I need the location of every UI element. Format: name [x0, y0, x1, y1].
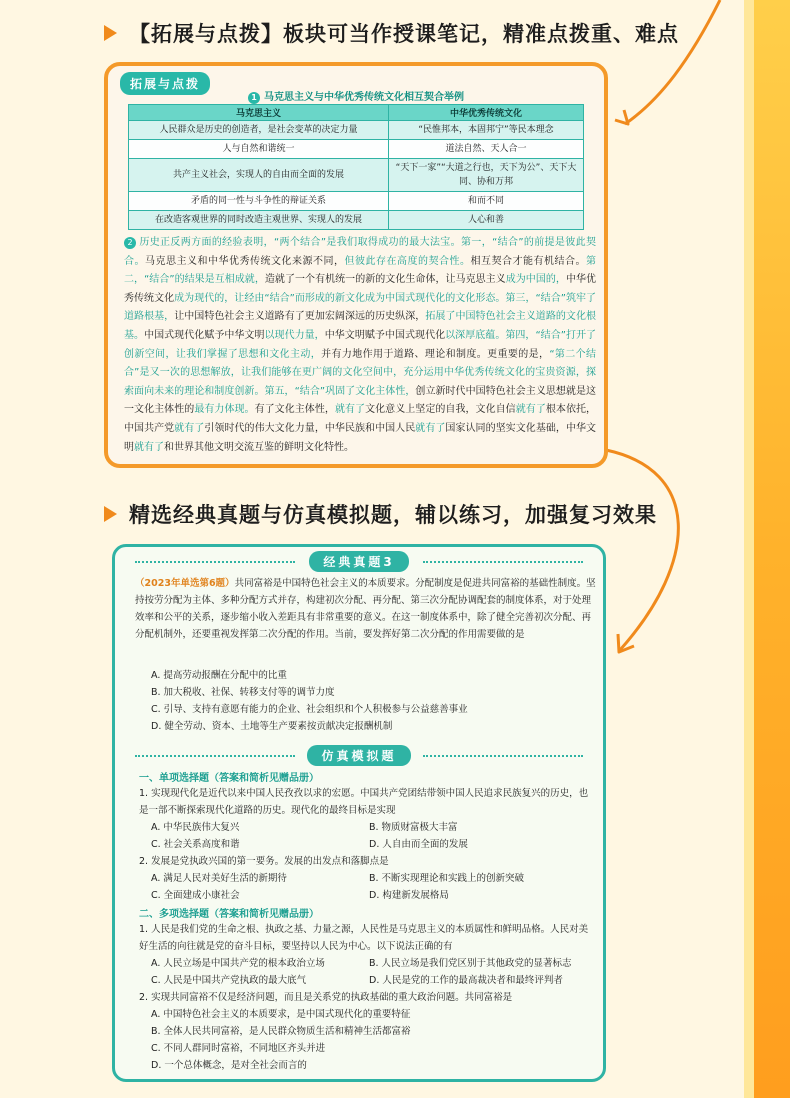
section-single-choice: 一、单项选择题（答案和简析见赠品册）: [139, 773, 319, 784]
table-header-row: [129, 105, 584, 121]
exam-panel: [112, 544, 606, 1082]
body-text: 并有力地作用于道路、理论和制度。更重要的是，: [321, 348, 550, 360]
option-a: A. 人民立场是中国共产党的根本政治立场: [151, 958, 325, 969]
option-b: B. 人民立场是我们党区别于其他政党的显著标志: [369, 958, 572, 969]
option-d: D. 健全劳动、资本、土地等生产要素按贡献决定报酬机制: [151, 721, 393, 732]
option-d: D. 构建新发展格局: [369, 890, 449, 901]
highlight-text: 就有了: [415, 422, 446, 434]
highlight-text: 最有力体现。: [194, 404, 255, 416]
compare-table: [128, 104, 584, 230]
highlight-text: 以深厚底蕴。第四，“结合”打开了创新空间，让我们掌握了思想和文化主动，: [124, 329, 597, 360]
body-text: 中国式现代化赋予中华文明: [144, 329, 265, 341]
table-cell: 和而不同: [389, 192, 584, 211]
triangle-icon: [104, 506, 117, 522]
classic-question: [135, 575, 599, 643]
highlight-text: 成为现代的，让经由“结合”而形成的新文化成为中国式现代化的文化形态。第三，“结合”筑牢了道路根基，: [124, 292, 596, 323]
option-d: D. 人自由而全面的发展: [369, 839, 468, 850]
body-text: 创立新时代中国特色社会主义思想就是这一文化主体性的: [124, 385, 596, 416]
highlight-text: 就有了: [134, 441, 164, 453]
body-text: 引领时代的伟大文化力量，中华民族和中国人民: [204, 422, 416, 434]
mock-title: 仿真模拟题: [307, 745, 410, 766]
option-b: B. 加大税收、社保、转移支付等的调节力度: [151, 687, 335, 698]
option-d: D. 人民是党的工作的最高裁决者和最终评判者: [369, 975, 563, 986]
option-a: A. 满足人民对美好生活的新期待: [151, 873, 287, 884]
body-text: 根本依托，中国共产党: [124, 404, 597, 434]
body-text: 中华文明赋予中国式现代化: [324, 329, 446, 341]
expand-tag: 拓展与点拨: [120, 72, 210, 95]
explanation-paragraph: [124, 234, 596, 457]
table-cell: 人民群众是历史的创造者，是社会变革的决定力量: [129, 121, 389, 140]
highlight-text: 历史正反两方面的经验表明，“两个结合”是我们取得成功的最大法宝。第一，: [139, 237, 493, 248]
option-b: B. 全体人民共同富裕，是人民群众物质生活和精神生活都富裕: [151, 1026, 411, 1037]
right-edge-stripe: [754, 0, 790, 1098]
paragraph-number-badge: 2: [124, 237, 136, 249]
highlight-text: 就有了: [174, 422, 205, 434]
option-d: D. 一个总体概念，是对全社会而言的: [151, 1060, 307, 1071]
classic-title: 经典真题3: [309, 551, 408, 572]
question-1: 1. 实现现代化是近代以来中国人民孜孜以求的宏愿。中国共产党团结带领中国人民追求民族复兴的历史，也是一部不断探索现代化道路的历史。现代化的最终目标是实现: [139, 788, 589, 816]
column-header: 马克思主义: [129, 105, 389, 121]
table-cell: “天下一家”“大道之行也，天下为公”、天下大同、协和万邦: [389, 159, 584, 192]
table-cell: 共产主义社会，实现人的自由而全面的发展: [129, 159, 389, 192]
highlight-text: 以现代力量，: [264, 329, 325, 341]
table-cell: 人与自然和谐统一: [129, 140, 389, 159]
option-a: A. 中华民族伟大复兴: [151, 822, 240, 833]
table-cell: 在改造客观世界的同时改造主观世界、实现人的发展: [129, 211, 389, 230]
body-text: 相互契合才能有机结合。: [470, 255, 586, 267]
mock-title-bar: [115, 745, 603, 765]
table-cell: 人心和善: [389, 211, 584, 230]
table-row: [129, 121, 584, 140]
table-row: [129, 192, 584, 211]
expand-panel: [104, 62, 608, 468]
question-source: （2023年单选第6题）: [135, 578, 235, 589]
dotted-divider: [135, 755, 295, 757]
triangle-icon: [104, 25, 117, 41]
table-row: [129, 140, 584, 159]
table-title: 1 马克思主义与中华优秀传统文化相互契合举例: [108, 88, 604, 104]
question-2: 2. 发展是党执政兴国的第一要务。发展的出发点和落脚点是: [139, 856, 389, 867]
option-c: C. 全面建成小康社会: [151, 890, 240, 901]
right-edge-inner-stripe: [744, 0, 754, 1098]
section-multiple-choice: 二、多项选择题（答案和简析见赠品册）: [139, 909, 319, 920]
highlight-text: “第二个结合”是又一次的思想解放，让我们能够在更广阔的文化空间中，充分运用中华优秀传统文化的宝贵资源，探索面向未来的理论和制度创新。第五，“结合”巩固了文化主体性，: [124, 348, 597, 397]
headline-expand: 【拓展与点拨】板块可当作授课笔记，精准点拨重、难点: [104, 18, 679, 48]
highlight-text: 就有了: [334, 404, 366, 416]
option-a: A. 提高劳动报酬在分配中的比重: [151, 670, 287, 681]
question-stem: 共同富裕是中国特色社会主义的本质要求。分配制度是促进共同富裕的基础性制度。坚持按劳分配为主体、多种分配方式并存，构建初次分配、再分配、第三次分配协调配套的制度体系，对于处理效率和公平的关系，逐步缩小收入差距具有非常重要的意义。在这一制度体系中，除了健全完善初次分配、再分配机制外，还要重视发挥第二次分配的作用。当前，要发挥好第二次分配的作用需要做的是: [135, 578, 596, 640]
option-b: B. 物质财富极大丰富: [369, 822, 458, 833]
body-text: 马克思主义和中华优秀传统文化来源不同，: [145, 255, 345, 267]
highlight-text: “结合”的前提是彼此契合。: [124, 237, 596, 267]
highlight-text: 拓展了中国特色社会主义道路的文化根基。: [124, 311, 597, 341]
table-cell: 矛盾的同一性与斗争性的辩证关系: [129, 192, 389, 211]
option-c: C. 社会关系高度和谐: [151, 839, 240, 850]
body-text: 和世界其他文明交流互鉴的鲜明文化特性。: [164, 441, 354, 453]
highlight-text: 第二，“结合”的结果是互相成就，: [124, 255, 596, 286]
body-text: 国家认同的坚实文化基础，中华文明: [124, 422, 597, 453]
table-cell: “民惟邦本，本固邦宁”等民本理念: [389, 121, 584, 140]
headline-exam: 精选经典真题与仿真模拟题，辅以练习，加强复习效果: [104, 499, 657, 529]
body-text: 有了文化主体性，: [254, 404, 335, 416]
body-text: 让中国特色社会主义道路有了更加宏阔深远的历史纵深，: [174, 311, 426, 323]
option-a: A. 中国特色社会主义的本质要求，是中国式现代化的重要特征: [151, 1009, 411, 1020]
classic-title-bar: [115, 551, 603, 571]
dotted-divider: [135, 561, 295, 563]
dotted-divider: [423, 561, 583, 563]
question-4: 2. 实现共同富裕不仅是经济问题，而且是关系党的执政基础的重大政治问题。共同富裕是: [139, 992, 513, 1003]
option-c: C. 人民是中国共产党执政的最大底气: [151, 975, 307, 986]
highlight-text: 但彼此存在高度的契合性。: [344, 255, 471, 267]
table-cell: 道法自然、天人合一: [389, 140, 584, 159]
table-row: [129, 159, 584, 192]
highlight-text: 就有了: [515, 404, 546, 416]
question-3: 1. 人民是我们党的生命之根、执政之基、力量之源，人民性是马克思主义的本质属性和鲜明品格。人民对美好生活的向往就是党的奋斗目标，要坚持以人民为中心。以下说法正确的有: [139, 924, 589, 952]
body-text: 中华优秀传统文化: [124, 274, 597, 304]
table-number-badge: 1: [248, 92, 260, 104]
option-c: C. 不同人群同时富裕，不同地区齐头并进: [151, 1043, 326, 1054]
dotted-divider: [423, 755, 583, 757]
body-text: 造就了一个有机统一的新的文化生命体，让马克思主义: [264, 274, 506, 286]
body-text: 文化意义上坚定的自我，文化自信: [365, 404, 516, 416]
option-c: C. 引导、支持有意愿有能力的企业、社会组织和个人积极参与公益慈善事业: [151, 704, 468, 715]
table-row: [129, 211, 584, 230]
column-header: 中华优秀传统文化: [389, 105, 584, 121]
option-b: B. 不断实现理论和实践上的创新突破: [369, 873, 525, 884]
highlight-text: 成为中国的，: [505, 274, 566, 286]
